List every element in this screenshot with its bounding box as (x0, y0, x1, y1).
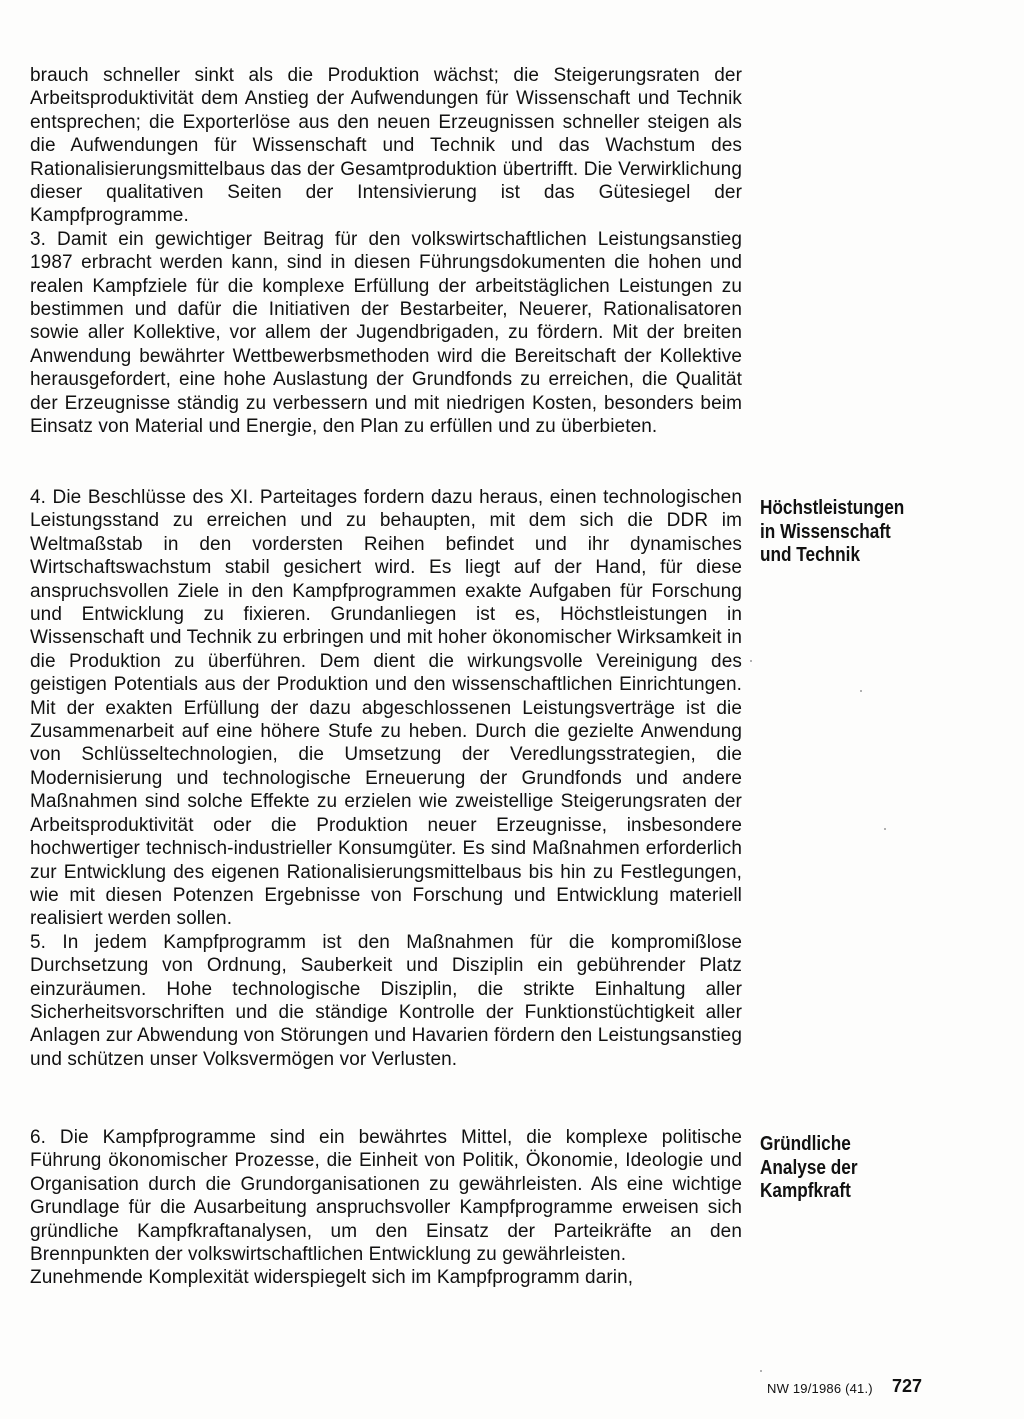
paragraph-3: 3. Damit ein gewichtiger Beitrag für den volkswirtschaftlichen Leistungsanstieg 1987 erbracht werden kann, sind in diesen Führungsdokumenten die hohen und realen Kampfziele für die komplexe Erfüllung der arbeitstäglichen Leistungen zu bestimmen und dafür die Initiativen der Bestarbeiter, Neuerer, Rationalisatoren sowie aller Kollektive, vor allem der Jugendbrigaden, zu fördern. Mit der breiten Anwendung bewährter Wettbewerbsmethoden wird die Bereitschaft der Kollektive herausgefordert, eine hohe Auslastung der Grundfonds zu erreichen, die Qualität der Erzeugnisse ständig zu verbessern und mit niedrigen Kosten, besonders beim Einsatz von Material und Energie, den Plan zu erfüllen und zu überbieten. (30, 228, 742, 438)
side-heading-hoechstleistungen: Höchstleistungen in Wissenschaft und Technik (760, 497, 905, 566)
paragraph-5: 5. In jedem Kampfprogramm ist den Maßnahmen für die kompromißlose Durchsetzung von Ordnung, Sauberkeit und Disziplin ein gebührender Platz einzuräumen. Hohe technologische Disziplin, die strikte Einhaltung aller Sicherheitsvorschriften und die ständige Kontrolle der Funktionstüchtigkeit aller Anlagen zur Abwendung von Störungen und Havarien fördern den Leistungsanstieg und schützen unser Volksvermögen vor Verlusten. (30, 931, 742, 1070)
scan-speck (760, 1370, 762, 1372)
paragraph-intensivierung: brauch schneller sinkt als die Produktion wächst; die Steigerungsraten der Arbeitsproduktivität dem Anstieg der Aufwendungen für Wissenschaft und Technik entsprechen; die Exporterlöse aus den neuen Erzeugnissen schneller steigen als die Aufwendungen für Wissenschaft und Technik und das Wachstum des Rationalisierungsmittelbaus das der Gesamtproduktion übertrifft. Die Verwirklichung dieser qualitativen Seiten der Intensivierung ist das Gütesiegel der Kampfprogramme. (30, 65, 742, 227)
text-block-2 (30, 486, 742, 1071)
text-block-1 (30, 64, 742, 439)
side-heading-kampfkraft: Gründliche Analyse der Kampfkraft (760, 1133, 858, 1202)
paragraph-6: 6. Die Kampfprogramme sind ein bewährtes Mittel, die komplexe politische Führung ökonomischer Prozesse, die Einheit von Politik, Ökonomie, Ideologie und Organisation durch die Grundorganisationen zu gewährleisten. Als eine wichtige Grundlage für die Ausarbeitung anspruchsvoller Kampfprogramme erweisen sich gründliche Kampfkraftanalysen, um den Einsatz der Parteikräfte an den Brennpunkten der volkswirtschaftlichen Entwicklung zu gewährleisten. (30, 1127, 742, 1266)
page-number: 727 (892, 1376, 923, 1396)
text-block-3 (30, 1126, 742, 1290)
scan-speck (884, 828, 886, 830)
paragraph-continuation: Zunehmende Komplexität widerspiegelt sich im Kampfprogramm darin, (30, 1267, 634, 1289)
scan-speck (860, 690, 862, 692)
scan-speck (750, 660, 752, 662)
footer-reference: NW 19/1986 (41.) (767, 1381, 873, 1396)
paragraph-4: 4. Die Beschlüsse des XI. Parteitages fordern dazu heraus, einen technologischen Leistungsstand zu erreichen und zu behaupten, mit dem sich die DDR im Weltmaßstab in den vordersten Reihen befindet und ihr dynamisches Wirtschaftswachstum stabil gesichert wird. Es liegt auf der Hand, für diese anspruchsvollen Ziele in den Kampfprogrammen exakte Aufgaben für Forschung und Entwicklung zu fixieren. Grundanliegen ist es, Höchstleistungen in Wissenschaft und Technik zu erbringen und mit hoher ökonomischer Wirksamkeit in die Produktion zu überführen. Dem dient die wirkungsvolle Vereinigung des geistigen Potentials aus der Produktion und den wissenschaftlichen Einrichtungen. Mit der exakten Erfüllung der dazu abgeschlossenen Leistungsverträge ist die Zusammenarbeit auf eine höhere Stufe zu heben. Durch die gezielte Anwendung von Schlüsseltechnologien, die Umsetzung der Veredlungsstrategien, die Modernisierung und technologische Erneuerung der Grundfonds und andere Maßnahmen sind solche Effekte zu erzielen wie zweistellige Steigerungsraten der Arbeitsproduktivität oder die Produktion neuer Erzeugnisse, insbesondere hochwertiger technisch-industrieller Konsumgüter. Es sind Maßnahmen erforderlich zur Entwicklung des eigenen Rationalisierungsmittelbaus bis hin zu Festlegungen, wie mit diesen Potenzen Ergebnisse von Forschung und Entwicklung materiell realisiert werden sollen. (30, 487, 742, 930)
